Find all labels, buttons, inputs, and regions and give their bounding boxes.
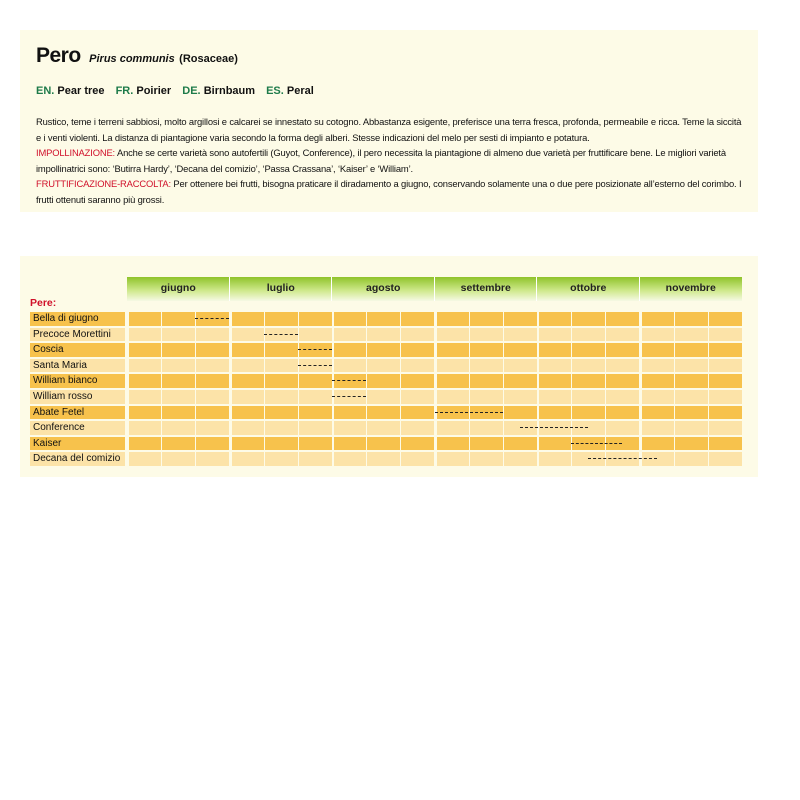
period-cell	[709, 359, 742, 373]
period-cell	[437, 437, 469, 451]
period-cell	[162, 343, 195, 357]
month-header-novembre: novembre	[665, 282, 716, 294]
period-cell	[265, 343, 298, 357]
period-cell	[196, 390, 229, 404]
period-cell	[642, 359, 674, 373]
harvest-period-mark	[332, 396, 366, 397]
period-cell	[334, 343, 366, 357]
period-cell	[675, 421, 708, 435]
variety-name-cell	[30, 452, 125, 466]
period-cell	[232, 328, 264, 342]
harvest-period-mark	[435, 412, 503, 413]
harvest-period-mark	[588, 458, 656, 459]
variety-name-cell	[30, 312, 125, 326]
period-cell	[539, 374, 571, 388]
period-cell	[196, 359, 229, 373]
period-cell	[265, 406, 298, 420]
harvest-period-mark	[298, 365, 332, 366]
period-cell	[299, 390, 332, 404]
period-cell	[196, 343, 229, 357]
period-cell	[675, 359, 708, 373]
period-cell	[504, 374, 537, 388]
variety-name-cell	[30, 421, 125, 435]
period-cell	[642, 374, 674, 388]
period-cell	[606, 406, 639, 420]
month-header-ottobre: ottobre	[570, 282, 607, 294]
period-cell	[367, 452, 400, 466]
variety-row	[30, 328, 742, 342]
period-cell	[709, 390, 742, 404]
period-cell	[367, 421, 400, 435]
variety-name: William rosso	[33, 391, 93, 402]
period-cell	[539, 343, 571, 357]
period-cell	[334, 328, 366, 342]
lang-name: Poirier	[136, 85, 172, 97]
period-cell	[709, 328, 742, 342]
period-cell	[470, 359, 503, 373]
period-cell	[504, 437, 537, 451]
period-cell	[675, 452, 708, 466]
period-cell	[572, 328, 605, 342]
period-cell	[265, 359, 298, 373]
month-separator	[536, 277, 537, 301]
period-cell	[232, 390, 264, 404]
period-cell	[504, 328, 537, 342]
period-cell	[162, 312, 195, 326]
period-cell	[265, 421, 298, 435]
variety-row	[30, 437, 742, 451]
period-cell	[367, 406, 400, 420]
lang-code: ES.	[266, 85, 284, 97]
plant-title: Pero	[36, 44, 81, 67]
period-cell	[470, 421, 503, 435]
period-cell	[265, 452, 298, 466]
period-cell	[606, 390, 639, 404]
lang-name: Birnbaum	[203, 85, 256, 97]
variety-row	[30, 406, 742, 420]
period-cell	[401, 343, 434, 357]
period-cell	[675, 343, 708, 357]
variety-name-cell	[30, 390, 125, 404]
month-separator	[331, 277, 332, 301]
period-cell	[162, 328, 195, 342]
period-cell	[437, 390, 469, 404]
period-cell	[437, 359, 469, 373]
period-cell	[196, 374, 229, 388]
period-cell	[401, 390, 434, 404]
period-cell	[162, 390, 195, 404]
period-cell	[709, 406, 742, 420]
period-cell	[539, 390, 571, 404]
period-cell	[367, 343, 400, 357]
variety-row	[30, 390, 742, 404]
variety-row	[30, 359, 742, 373]
period-cell	[675, 374, 708, 388]
period-cell	[539, 452, 571, 466]
period-cell	[437, 343, 469, 357]
period-cell	[129, 343, 161, 357]
period-cell	[367, 312, 400, 326]
variety-name-cell	[30, 406, 125, 420]
period-cell	[539, 359, 571, 373]
period-cell	[367, 359, 400, 373]
period-cell	[265, 390, 298, 404]
harvest-text: Per ottenere bei frutti, bisogna praticare il diradamento a giugno, conservando solamente una o due pere posizionate all’esterno del corimbo. I frutti ottenuti saranno più grossi.	[36, 178, 742, 205]
period-cell	[334, 437, 366, 451]
period-cell	[572, 406, 605, 420]
lang-code: DE.	[182, 85, 201, 97]
title-row	[36, 44, 238, 68]
period-cell	[709, 374, 742, 388]
period-cell	[401, 328, 434, 342]
period-cell	[504, 406, 537, 420]
period-cell	[572, 343, 605, 357]
harvest-period-mark	[298, 349, 332, 350]
period-cell	[504, 390, 537, 404]
period-cell	[539, 312, 571, 326]
period-cell	[437, 452, 469, 466]
period-cell	[162, 374, 195, 388]
pollination-label: IMPOLLINAZIONE:	[36, 147, 116, 159]
variety-name: Conference	[33, 422, 85, 434]
period-cell	[129, 374, 161, 388]
intro-text: Rustico, teme i terreni sabbiosi, molto argillosi e calcarei se innestato su cotogno. Abbastanza esigente, preferisce una terra fresca, profonda, permeabile e ricca. Teme la siccità e i venti violenti. La distanza di piantagione varia secondo la forma degli alberi. Stesse indicazioni del melo per sesti di impianto e potatura.	[36, 116, 742, 143]
period-cell	[232, 406, 264, 420]
period-cell	[539, 437, 571, 451]
period-cell	[504, 359, 537, 373]
period-cell	[265, 312, 298, 326]
period-cell	[572, 390, 605, 404]
period-cell	[232, 421, 264, 435]
period-cell	[299, 328, 332, 342]
period-cell	[401, 312, 434, 326]
lang-code: EN.	[36, 85, 55, 97]
period-cell	[162, 406, 195, 420]
period-cell	[642, 328, 674, 342]
period-cell	[470, 452, 503, 466]
variety-name: Bella di giugno	[33, 313, 99, 324]
period-cell	[162, 437, 195, 451]
period-cell	[572, 312, 605, 326]
period-cell	[675, 312, 708, 326]
period-cell	[401, 437, 434, 451]
period-cell	[642, 421, 674, 435]
period-cell	[232, 312, 264, 326]
period-cell	[401, 452, 434, 466]
period-cell	[129, 328, 161, 342]
period-cell	[162, 359, 195, 373]
period-cell	[606, 328, 639, 342]
period-cell	[401, 406, 434, 420]
period-cell	[437, 328, 469, 342]
plant-info-card	[20, 30, 758, 212]
period-cell	[572, 374, 605, 388]
period-cell	[709, 421, 742, 435]
period-cell	[539, 328, 571, 342]
month-separator	[229, 277, 230, 301]
harvest-calendar	[20, 256, 758, 477]
period-cell	[232, 452, 264, 466]
period-cell	[709, 343, 742, 357]
period-cell	[196, 406, 229, 420]
variety-name-cell	[30, 374, 125, 388]
period-cell	[129, 437, 161, 451]
period-cell	[265, 374, 298, 388]
period-cell	[299, 421, 332, 435]
month-header-agosto: agosto	[366, 282, 401, 294]
period-cell	[129, 406, 161, 420]
period-cell	[606, 421, 639, 435]
variety-name-cell	[30, 359, 125, 373]
pollination-text: Anche se certe varietà sono autofertili (Guyot, Conference), il pero necessita la piantagione di almeno due varietà per fruttificare bene. Le migliori varietà impollinatrici sono: ‘Butirra Hardy’, ‘Decana del comizio’, ‘Passa Crassana’, ‘Kaiser’ e ‘William’.	[36, 147, 726, 174]
period-cell	[709, 452, 742, 466]
month-header-giugno: giugno	[160, 282, 196, 294]
month-separator	[639, 277, 640, 301]
variety-name-cell	[30, 328, 125, 342]
period-cell	[232, 374, 264, 388]
period-cell	[162, 452, 195, 466]
harvest-label: FRUTTIFICAZIONE-RACCOLTA:	[36, 178, 171, 190]
period-cell	[504, 452, 537, 466]
period-cell	[334, 452, 366, 466]
period-cell	[367, 328, 400, 342]
variety-row	[30, 421, 742, 435]
period-cell	[606, 343, 639, 357]
period-cell	[401, 359, 434, 373]
variety-name: Precoce Morettini	[33, 328, 111, 340]
period-cell	[232, 437, 264, 451]
period-cell	[470, 328, 503, 342]
period-cell	[367, 437, 400, 451]
period-cell	[675, 437, 708, 451]
period-cell	[675, 328, 708, 342]
period-cell	[539, 406, 571, 420]
variety-row	[30, 452, 742, 466]
family-name: (Rosaceae)	[179, 53, 238, 65]
period-cell	[572, 359, 605, 373]
group-label: Pere:	[30, 297, 57, 309]
period-cell	[367, 390, 400, 404]
period-cell	[334, 421, 366, 435]
period-cell	[470, 312, 503, 326]
variety-name: Kaiser	[33, 437, 62, 449]
period-cell	[196, 421, 229, 435]
period-cell	[470, 390, 503, 404]
period-cell	[129, 390, 161, 404]
period-cell	[265, 437, 298, 451]
period-cell	[299, 437, 332, 451]
variety-name: Santa Maria	[33, 359, 87, 371]
period-cell	[334, 312, 366, 326]
month-separator	[434, 277, 435, 301]
lang-name: Pear tree	[57, 85, 105, 97]
variety-row	[30, 343, 742, 357]
month-header-luglio: luglio	[266, 282, 295, 294]
period-cell	[401, 374, 434, 388]
period-cell	[334, 359, 366, 373]
period-cell	[129, 312, 161, 326]
period-cell	[437, 421, 469, 435]
period-cell	[642, 406, 674, 420]
variety-row	[30, 374, 742, 388]
period-cell	[299, 406, 332, 420]
harvest-period-mark	[332, 380, 366, 381]
period-cell	[675, 390, 708, 404]
period-cell	[196, 452, 229, 466]
period-cell	[299, 312, 332, 326]
language-names	[36, 85, 322, 97]
period-cell	[129, 359, 161, 373]
period-cell	[299, 452, 332, 466]
period-cell	[232, 359, 264, 373]
period-cell	[642, 343, 674, 357]
period-cell	[367, 374, 400, 388]
period-cell	[606, 359, 639, 373]
month-header	[127, 277, 742, 301]
latin-name: Pirus communis	[89, 53, 175, 65]
description	[36, 114, 748, 208]
period-cell	[709, 437, 742, 451]
variety-name: Abate Fetel	[33, 406, 85, 418]
period-cell	[504, 343, 537, 357]
harvest-period-mark	[520, 427, 588, 428]
period-cell	[196, 328, 229, 342]
period-cell	[334, 406, 366, 420]
variety-name: Decana del comizio	[33, 453, 121, 465]
period-cell	[299, 374, 332, 388]
lang-name: Peral	[286, 85, 314, 97]
period-cell	[606, 312, 639, 326]
harvest-period-mark	[571, 443, 622, 444]
harvest-period-mark	[264, 334, 298, 335]
harvest-period-mark	[195, 318, 229, 319]
period-cell	[437, 374, 469, 388]
period-cell	[504, 312, 537, 326]
period-cell	[642, 312, 674, 326]
period-cell	[642, 437, 674, 451]
period-cell	[232, 343, 264, 357]
period-cell	[470, 343, 503, 357]
period-cell	[129, 421, 161, 435]
period-cell	[675, 406, 708, 420]
period-cell	[437, 312, 469, 326]
period-cell	[470, 374, 503, 388]
period-cell	[401, 421, 434, 435]
period-cell	[129, 452, 161, 466]
month-header-settembre: settembre	[460, 282, 511, 294]
variety-name: William bianco	[33, 375, 98, 387]
period-cell	[642, 390, 674, 404]
period-cell	[606, 374, 639, 388]
period-cell	[162, 421, 195, 435]
variety-name-cell	[30, 343, 125, 357]
period-cell	[709, 312, 742, 326]
variety-name: Coscia	[33, 344, 64, 356]
period-cell	[470, 437, 503, 451]
lang-code: FR.	[115, 85, 134, 97]
period-cell	[196, 437, 229, 451]
variety-name-cell	[30, 437, 125, 451]
variety-row	[30, 312, 742, 326]
